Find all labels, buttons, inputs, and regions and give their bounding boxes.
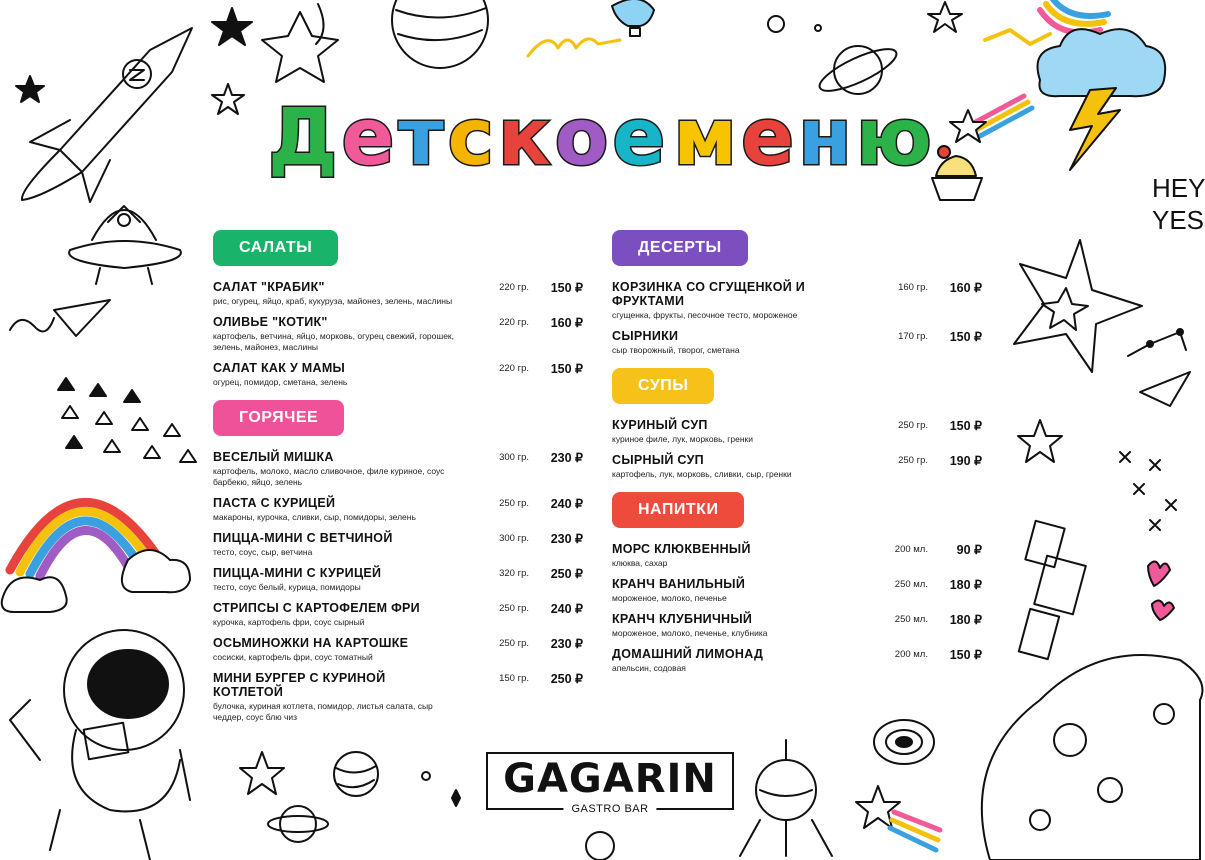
title-letter: м: [673, 93, 738, 183]
menu-item-weight: 170 гр.: [898, 331, 928, 342]
menu-item-weight: 200 мл.: [894, 544, 928, 555]
logo: [486, 752, 734, 815]
menu-item-name: ОЛИВЬЕ "КОТИК": [213, 315, 328, 329]
menu-item-description: сгущенка, фрукты, песочное тесто, мороженое: [612, 310, 798, 320]
doodle-text: HEY YES: [1152, 173, 1205, 235]
menu-item: [213, 280, 583, 307]
planet-icon: [334, 752, 378, 796]
menu-item-description: тесто, соус, сыр, ветчина: [213, 547, 313, 557]
menu-column-left: [213, 230, 583, 735]
menu-item-price: 230 ₽: [550, 451, 583, 465]
menu-column-right: [612, 230, 982, 686]
menu-item-name: ПИЦЦА-МИНИ С ВЕТЧИНОЙ: [213, 531, 393, 545]
menu-item-price: 150 ₽: [949, 648, 982, 662]
menu-item-weight: 250 гр.: [898, 455, 928, 466]
menu-item-description: сосиски, картофель фри, соус томатный: [213, 652, 373, 662]
rocket-icon: [22, 28, 192, 202]
menu-item-description: сыр творожный, творог, сметана: [612, 345, 740, 355]
menu-item-weight: 300 гр.: [499, 533, 529, 544]
title-letter: т: [398, 93, 444, 183]
menu-item-weight: 220 гр.: [499, 363, 529, 374]
menu-item-name: ПАСТА С КУРИЦЕЙ: [213, 496, 336, 510]
menu-item-name: СТРИПСЫ С КАРТОФЕЛЕМ ФРИ: [213, 601, 420, 615]
menu-item-name: ПИЦЦА-МИНИ С КУРИЦЕЙ: [213, 566, 382, 580]
menu-item-price: 250 ₽: [550, 672, 583, 686]
title-letter: ю: [855, 93, 932, 183]
menu-item-weight: 150 гр.: [499, 673, 529, 684]
menu-item: [213, 496, 583, 523]
menu-section: [612, 492, 982, 674]
menu-item: [612, 453, 982, 480]
menu-item-name: КУРИНЫЙ СУП: [612, 418, 708, 432]
star-icon: [262, 12, 338, 82]
menu-item-weight: 200 мл.: [894, 649, 928, 660]
logo-subtitle: GASTRO BAR: [563, 803, 656, 815]
menu-item-price: 150 ₽: [550, 362, 583, 376]
star-icon: [16, 76, 44, 102]
menu-item-description: картофель, молоко, масло сливочное, филе куриное, соус барбекю, яйцо, зелень: [213, 466, 445, 487]
menu-item: [612, 542, 982, 569]
star-icon: [212, 84, 244, 114]
menu-item-price: 180 ₽: [949, 613, 982, 627]
menu-item: [213, 601, 583, 628]
balloon-icon: [612, 0, 654, 26]
menu-item-description: макароны, курочка, сливки, сыр, помидоры, зелень: [213, 512, 416, 522]
menu-item: [612, 647, 982, 674]
menu-item-name: КРАНЧ ВАНИЛЬНЫЙ: [612, 577, 746, 591]
menu-item-weight: 220 гр.: [499, 317, 529, 328]
title-letter: Д: [268, 93, 338, 183]
logo-name: GAGARIN: [503, 756, 717, 802]
menu-item-weight: 250 мл.: [894, 614, 928, 625]
menu-item-price: 230 ₽: [550, 532, 583, 546]
menu-item-price: 90 ₽: [956, 543, 982, 557]
ufo-icon: [69, 241, 181, 268]
section-title-badge: САЛАТЫ: [213, 230, 338, 266]
menu-item-description: рис, огурец, яйцо, краб, кукуруза, майонез, зелень, маслины: [213, 296, 453, 306]
menu-item-name: КРАНЧ КЛУБНИЧНЫЙ: [612, 612, 753, 626]
title-letter: е: [741, 93, 794, 183]
menu-item-price: 180 ₽: [949, 578, 982, 592]
menu-item-weight: 250 гр.: [499, 498, 529, 509]
menu-item-name: МОРС КЛЮКВЕННЫЙ: [612, 542, 751, 556]
menu-item: [213, 566, 583, 593]
menu-item-description: картофель, ветчина, яйцо, морковь, огурец свежий, горошек, зелень, майонез, маслины: [213, 331, 455, 352]
paper-plane-icon: [54, 300, 110, 336]
menu-item-name: ОСЬМИНОЖКИ НА КАРТОШКЕ: [213, 636, 409, 650]
star-icon: [1014, 240, 1142, 372]
menu-item-price: 150 ₽: [949, 330, 982, 344]
menu-item-price: 150 ₽: [550, 281, 583, 295]
star-icon: [240, 752, 284, 794]
triangles-pattern: [58, 378, 196, 462]
menu-item: [213, 450, 583, 488]
title-letter: е: [341, 93, 395, 183]
menu-item-name: ДОМАШНИЙ ЛИМОНАД: [612, 647, 764, 661]
cupcake-icon: [936, 156, 976, 176]
menu-item: [612, 418, 982, 445]
menu-item: [612, 280, 982, 321]
asteroid-icon: [982, 655, 1203, 860]
lightning-icon: [1070, 88, 1120, 170]
menu-section: [213, 230, 583, 388]
menu-title: [268, 78, 932, 198]
menu-item-description: апельсин, содовая: [612, 663, 686, 673]
satellite-icon: [1019, 521, 1086, 659]
title-letter: с: [447, 93, 494, 183]
menu-item-name: ВЕСЕЛЫЙ МИШКА: [213, 450, 334, 464]
menu-item-price: 250 ₽: [550, 567, 583, 581]
paper-plane-icon: [1140, 372, 1190, 406]
menu-item-description: куриное филе, лук, морковь, гренки: [612, 434, 753, 444]
section-title-badge: ДЕСЕРТЫ: [612, 230, 748, 266]
menu-item-name: САЛАТ КАК У МАМЫ: [213, 361, 346, 375]
menu-item-weight: 250 гр.: [499, 638, 529, 649]
menu-item-price: 240 ₽: [550, 602, 583, 616]
menu-item: [612, 612, 982, 639]
menu-item: [213, 671, 583, 723]
menu-item-name: МИНИ БУРГЕР С КУРИНОЙ КОТЛЕТОЙ: [213, 671, 386, 699]
menu-item-name: СЫРНЫЙ СУП: [612, 453, 704, 467]
star-icon: [928, 2, 962, 32]
menu-section: [612, 230, 982, 356]
menu-item-weight: 220 гр.: [499, 282, 529, 293]
menu-item: [612, 329, 982, 356]
section-title-badge: ГОРЯЧЕЕ: [213, 400, 344, 436]
menu-item-weight: 300 гр.: [499, 452, 529, 463]
menu-item-weight: 250 мл.: [894, 579, 928, 590]
menu-item-weight: 160 гр.: [898, 282, 928, 293]
title-letter: н: [797, 93, 852, 183]
menu-item-description: мороженое, молоко, печенье, клубника: [612, 628, 768, 638]
cloud-icon: [1038, 29, 1166, 96]
menu-item-weight: 250 гр.: [898, 420, 928, 431]
menu-item-description: огурец, помидор, сметана, зелень: [213, 377, 348, 387]
menu-item-description: тесто, соус белый, курица, помидоры: [213, 582, 361, 592]
menu-item-name: СЫРНИКИ: [612, 329, 679, 343]
menu-item-weight: 250 гр.: [499, 603, 529, 614]
menu-item: [213, 531, 583, 558]
menu-item-name: КОРЗИНКА СО СГУЩЕНКОЙ И ФРУКТАМИ: [612, 280, 806, 308]
star-icon: [212, 8, 252, 45]
title-letter: к: [497, 93, 551, 183]
title-letter: о: [554, 93, 609, 183]
sputnik-icon: [740, 740, 832, 856]
section-title-badge: НАПИТКИ: [612, 492, 744, 528]
menu-item-description: курочка, картофель фри, соус сырный: [213, 617, 365, 627]
title-letter: е: [612, 93, 666, 183]
menu-item-weight: 320 гр.: [499, 568, 529, 579]
menu-section: [213, 400, 583, 723]
menu-item-name: САЛАТ "КРАБИК": [213, 280, 325, 294]
menu-item: [612, 577, 982, 604]
menu-item: [213, 361, 583, 388]
menu-item-description: булочка, куриная котлета, помидор, листья салата, сыр чеддер, соус блю чиз: [213, 701, 433, 722]
menu-item-price: 150 ₽: [949, 419, 982, 433]
menu-item: [213, 636, 583, 663]
section-title-badge: СУПЫ: [612, 368, 714, 404]
menu-section: [612, 368, 982, 480]
astronaut-icon: [10, 630, 190, 860]
menu-item-description: картофель, лук, морковь, сливки, сыр, гренки: [612, 469, 792, 479]
menu-item-price: 160 ₽: [949, 281, 982, 295]
menu-item-price: 160 ₽: [550, 316, 583, 330]
menu-item-price: 190 ₽: [949, 454, 982, 468]
menu-item-description: клюква, сахар: [612, 558, 668, 568]
menu-item: [213, 315, 583, 353]
menu-item-description: мороженое, молоко, печенье: [612, 593, 727, 603]
menu-item-price: 240 ₽: [550, 497, 583, 511]
menu-item-price: 230 ₽: [550, 637, 583, 651]
